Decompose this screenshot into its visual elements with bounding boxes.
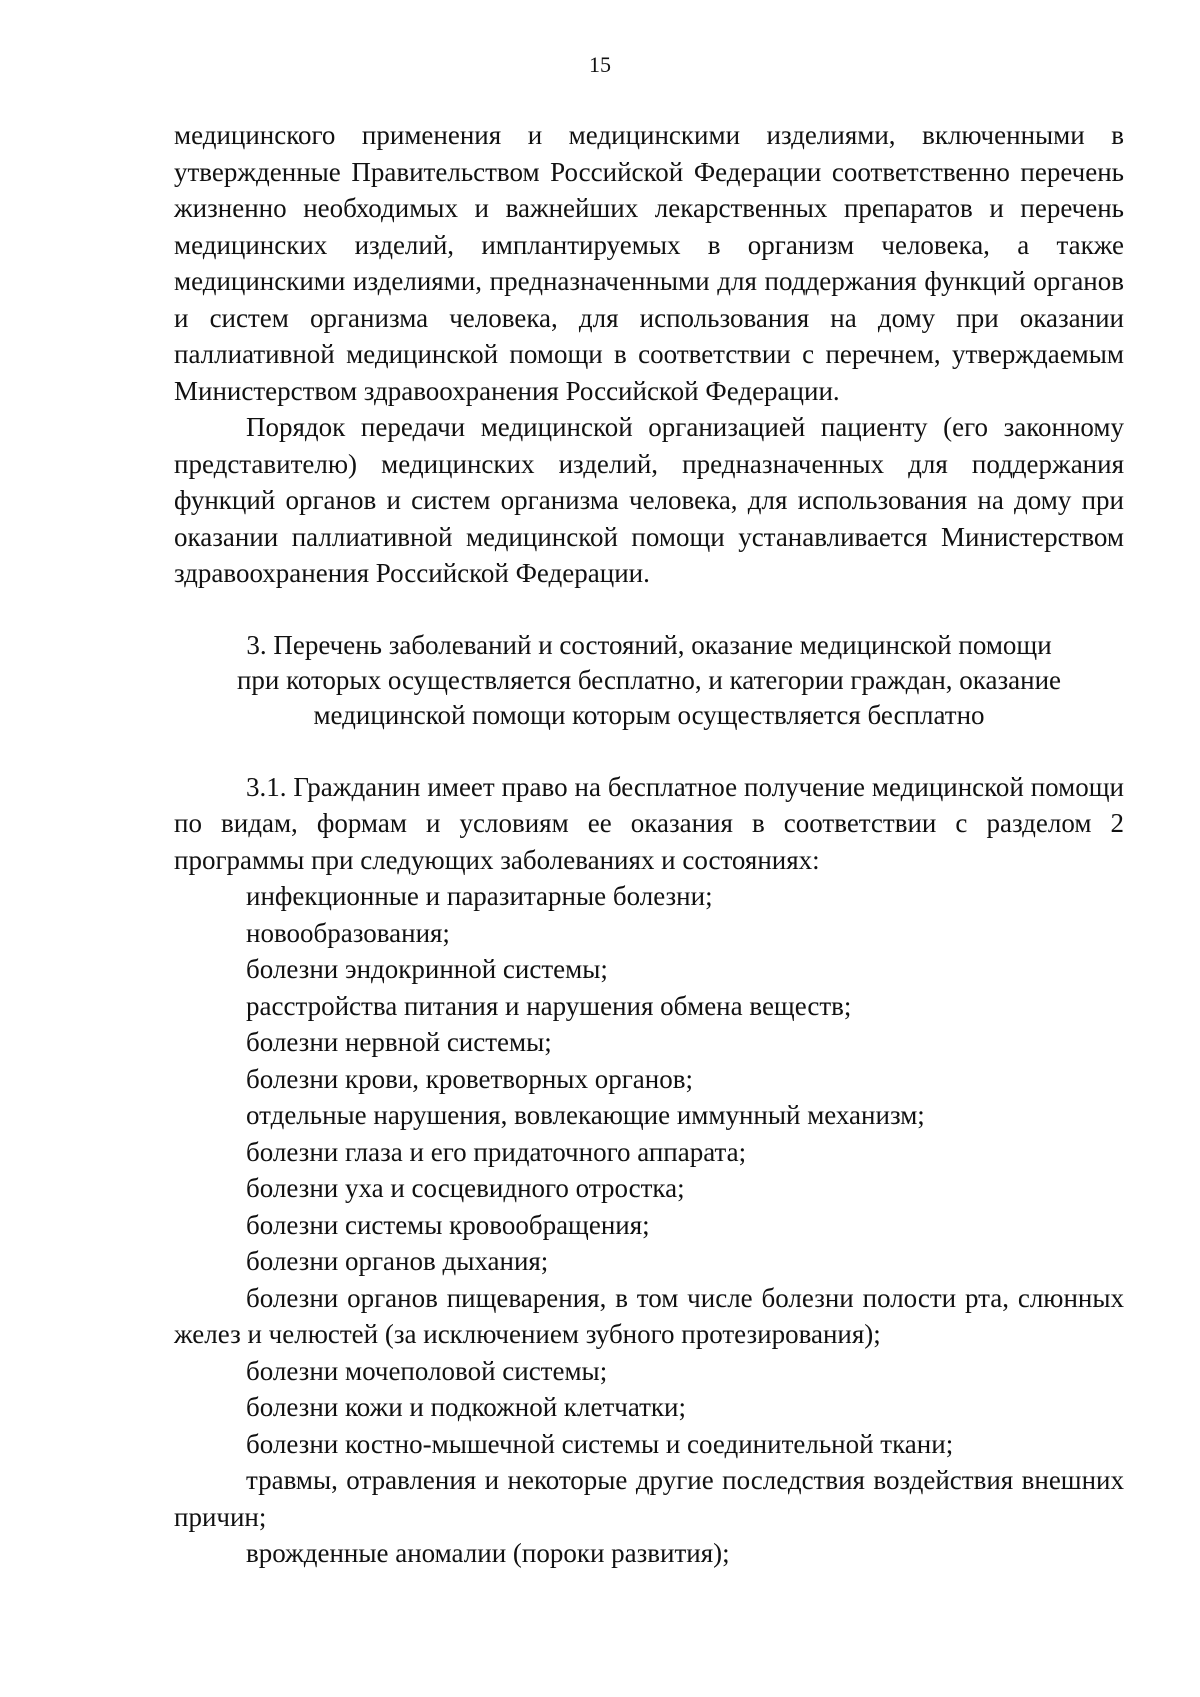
list-item: болезни мочеполовой системы; xyxy=(246,1355,608,1386)
list-item: инфекционные и паразитарные болезни; xyxy=(246,881,713,911)
list-item: врожденные аномалии (пороки развития); xyxy=(246,1538,730,1568)
list-item: новообразования; xyxy=(246,917,450,948)
section-heading-line: 3. Перечень заболеваний и состояний, оказание медицинской помощи xyxy=(246,629,1052,660)
list-item: расстройства питания и нарушения обмена веществ; xyxy=(246,990,852,1021)
list-item: травмы, отравления и некоторые другие последствия воздействия внешних причин; xyxy=(174,1465,1124,1532)
list-item: болезни кожи и подкожной клетчатки; xyxy=(246,1392,687,1422)
list-item: болезни глаза и его придаточного аппарата; xyxy=(246,1136,747,1167)
list-item: болезни эндокринной системы; xyxy=(246,954,608,984)
list-item: болезни костно-мышечной системы и соединительной ткани; xyxy=(246,1428,954,1459)
list-item: болезни органов дыхания; xyxy=(246,1246,549,1276)
list-item: болезни системы кровообращения; xyxy=(246,1209,650,1240)
conditions-list xyxy=(174,878,1124,1572)
section-heading xyxy=(174,628,1124,733)
list-item: болезни уха и сосцевидного отростка; xyxy=(246,1173,685,1203)
page-number: 15 xyxy=(589,52,611,77)
paragraph-transfer-procedure: Порядок передачи медицинской организацией пациенту (его законному представителю) медицинских изделий, предназначенных для поддержания функций органов и систем организма человека, для использования на дому при оказании паллиативной медицинской помощи устанавливается Министерством здравоохранения Российской Федерации. xyxy=(174,412,1124,588)
paragraph-continuation: медицинского применения и медицинскими изделиями, включенными в утвержденные Правительством Российской Федерации соответственно перечень жизненно необходимых и важнейших лекарственных препаратов и перечень медицинских изделий, имплантируемых в организм человека, а также медицинскими изделиями, предназначенными для поддержания функций органов и систем организма человека, для использования на дому при оказании паллиативной медицинской помощи в соответствии с перечнем, утверждаемым Министерством здравоохранения Российской Федерации. xyxy=(174,120,1124,406)
document-body xyxy=(174,117,1124,1572)
section-heading-line: медицинской помощи которым осуществляется бесплатно xyxy=(313,699,985,730)
section-gap xyxy=(174,733,1124,769)
list-item: болезни крови, кроветворных органов; xyxy=(246,1063,693,1094)
list-item: болезни органов пищеварения, в том числе болезни полости рта, слюнных желез и челюстей (за исключением зубного протезирования); xyxy=(174,1282,1124,1349)
list-item: болезни нервной системы; xyxy=(246,1027,552,1057)
list-item: отдельные нарушения, вовлекающие иммунный механизм; xyxy=(246,1100,925,1130)
section-heading-line: при которых осуществляется бесплатно, и категории граждан, оказание xyxy=(236,664,1062,695)
clause-3-1: 3.1. Гражданин имеет право на бесплатное получение медицинской помощи по видам, формам и условиям ее оказания в соответствии с разделом 2 программы при следующих заболеваниях и состояниях: xyxy=(174,771,1124,875)
